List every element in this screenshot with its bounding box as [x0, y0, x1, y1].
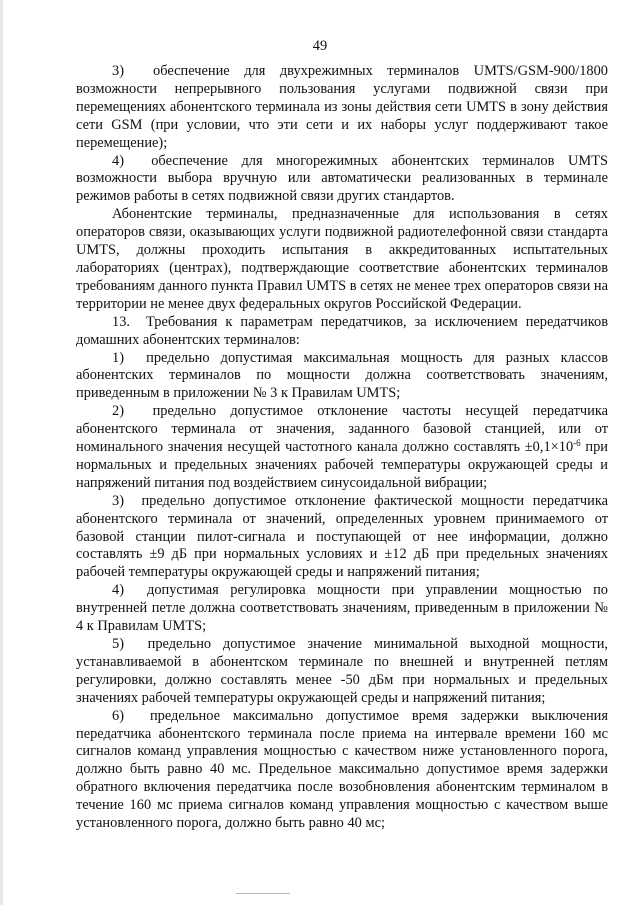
- scan-artifact: [236, 893, 290, 898]
- paragraph-req-1: 1) предельно допустимая максимальная мощность для разных классов абонентских терминалов по мощности должна соответствовать значениям, приведенным в приложении № 3 к Правилам UMTS;: [76, 349, 608, 402]
- paragraph-req-4: 4) допустимая регулировка мощности при управлении мощностью по внутренней петле должна соответствовать значениям, приведенным в приложении № 4 к Правилам UMTS;: [76, 582, 608, 635]
- req-2-exponent: -6: [573, 438, 581, 449]
- req-2-text-after: при нормальных и предельных значениях рабочей температуры окружающей среды и напряжений питания под воздействием синусоидальной вибрации;: [76, 439, 608, 491]
- paragraph-item-4: 4) обеспечение для многорежимных абонентских терминалов UMTS возможности выбора вручную или автоматически реализованных в терминале режимов работы в сетях подвижной связи других стандартов.: [76, 152, 608, 205]
- paragraph-req-2: [76, 403, 608, 493]
- scan-edge: [0, 0, 3, 905]
- document-body: [76, 63, 608, 833]
- req-2-text-before: 2) предельно допустимое отклонение частоты несущей передатчика абонентского терминала от значения, заданного базовой станцией, или от номинального значения несущей частотного канала должно составлять ±0,1×10: [76, 403, 608, 456]
- paragraph-req-3: 3) предельно допустимое отклонение фактической мощности передатчика абонентского терминала от значений, определенных уровнем принимаемого от базовой станции пилот-сигнала и поступающей от нее информации, должно составлять ±9 дБ при нормальных условиях и ±12 дБ при предельных значениях рабочей температуры окружающей среды и напряжений питания;: [76, 492, 608, 581]
- paragraph-item-3: 3) обеспечение для двухрежимных терминалов UMTS/GSM-900/1800 возможности непрерывного пользования услугами подвижной связи при перемещениях абонентского терминала из зоны действия сети UMTS в зону действия сети GSM (при условии, что эти сети и их наборы услуг поддерживают такое перемещение);: [76, 63, 608, 151]
- page-number: 49: [312, 38, 328, 54]
- paragraph-section-13: 13. Требования к параметрам передатчиков, за исключением передатчиков домашних абонентских терминалов:: [76, 313, 608, 348]
- paragraph-certification: Абонентские терминалы, предназначенные для использования в сетях операторов связи, оказывающих услуги подвижной радиотелефонной связи стандарта UMTS, должны проходить испытания в аккредитованных испытательных лабораториях (центрах), подтверждающие соответствие абонентских терминалов требованиям данного пункта Правил UMTS в сетях не менее трех операторов связи на территории не менее двух федеральных округов Российской Федерации.: [76, 206, 608, 312]
- paragraph-req-6: 6) предельное максимально допустимое время задержки выключения передатчика абонентского терминала после приема на интервале времени 160 мс сигналов команд управления мощностью с качеством ниже установленного порога, должно быть равно 40 мс. Предельное максимально допустимое время задержки обратного включения передатчика после возобновления абонентским терминалом в течение 160 мс приема сигналов команд управления мощностью с качеством выше установленного порога, должно быть равно 40 мс;: [76, 707, 608, 832]
- paragraph-req-5: 5) предельно допустимое значение минимальной выходной мощности, устанавливаемой в абонентском терминале по внешней и внутренней петлям регулировки, должно составлять менее -50 дБм при нормальных и предельных значениях рабочей температуры окружающей среды и напряжений питания;: [76, 636, 608, 706]
